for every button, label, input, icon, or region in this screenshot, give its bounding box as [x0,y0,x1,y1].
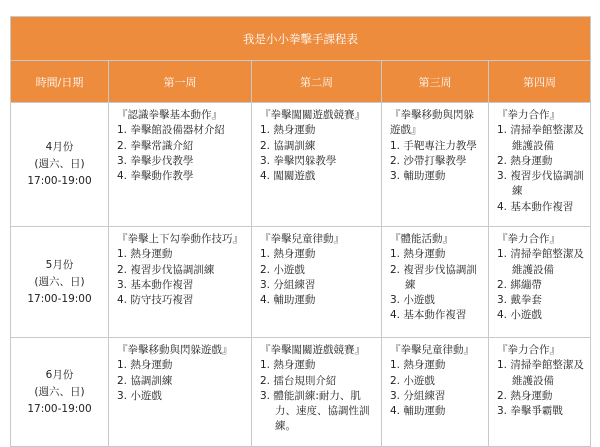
week-cell [252,227,382,338]
column-header-period: 時間/日期 [11,61,109,103]
lesson-item: 2. 綁繃帶 [497,278,542,291]
lesson-title: 『拳力合作』 [497,233,560,245]
schedule-body [11,103,591,447]
lesson-item: 3. 複習步伐協調訓練 [497,170,584,198]
period-line: (週六、日) [34,385,85,398]
lesson-title: 『拳力合作』 [497,344,560,356]
lesson-item: 4. 輔助運動 [390,405,446,418]
period-cell [11,338,109,447]
lesson-item: 1. 清掃拳館整潔及維護設備 [497,248,584,276]
week-cell [252,103,382,227]
lesson-item: 2. 熱身運動 [497,154,553,167]
lesson-item: 1. 手靶專注力教學 [390,139,477,152]
lesson-item: 1. 熱身運動 [260,359,316,372]
lesson-item: 3. 分組練習 [260,278,316,291]
week-cell [489,227,591,338]
lesson-item: 3. 體能訓練:耐力、肌力、速度、協調性訓練。 [260,389,370,433]
week-cell [382,227,489,338]
lesson-item: 3. 小遊戲 [117,389,162,402]
lesson-item: 3. 分組練習 [390,389,446,402]
week-cell [109,338,252,447]
lesson-item: 1. 熱身運動 [390,248,446,261]
period-line: 4月份 [45,141,74,153]
lesson-item: 3. 拳擊步伐教學 [117,154,194,167]
table-row [11,338,591,447]
period-line: 17:00-19:00 [27,175,92,187]
lesson-title: 『認識拳擊基本動作』 [117,109,222,121]
lesson-item: 1. 清掃拳館整潔及維護設備 [497,124,584,152]
lesson-item: 3. 拳擊閃躲教學 [260,154,337,167]
lesson-title: 『體能活動』 [390,233,453,245]
lesson-title: 『拳擊闖關遊戲競賽』 [260,109,365,121]
lesson-item: 4. 小遊戲 [497,309,542,322]
week-cell [489,338,591,447]
period-line: 17:00-19:00 [27,402,92,415]
lesson-item: 2. 拳擊常識介紹 [117,139,194,152]
lesson-item: 2. 小遊戲 [260,263,305,276]
week-cell [109,227,252,338]
column-header-week-1: 第一周 [109,61,252,103]
table-title: 我是小小拳擊手課程表 [11,17,591,61]
week-cell [109,103,252,227]
lesson-item: 3. 拳擊爭霸戰 [497,405,563,418]
week-cell [252,338,382,447]
period-line: (週六、日) [34,158,85,170]
lesson-title: 『拳擊移動與閃躲遊戲』 [390,109,474,137]
lesson-item: 4. 闖關遊戲 [260,170,316,183]
lesson-title: 『拳力合作』 [497,109,560,121]
period-line: 5月份 [45,258,74,271]
lesson-item: 1. 熱身運動 [117,248,173,261]
lesson-item: 2. 協調訓練 [117,374,173,387]
week-cell [382,103,489,227]
lesson-title: 『拳擊兒童律動』 [390,344,474,356]
period-cell [11,103,109,227]
lesson-title: 『拳擊闖關遊戲競賽』 [260,344,365,356]
lesson-item: 4. 輔助運動 [260,294,316,307]
lesson-item: 1. 熱身運動 [117,359,173,372]
period-line: 17:00-19:00 [27,292,92,305]
table-row [11,227,591,338]
lesson-item: 1. 熱身運動 [390,359,446,372]
course-schedule-table [10,16,591,447]
column-header-week-3: 第三周 [382,61,489,103]
column-header-week-2: 第二周 [252,61,382,103]
lesson-item: 1. 清掃拳館整潔及維護設備 [497,359,584,387]
lesson-item: 2. 協調訓練 [260,139,316,152]
week-cell [489,103,591,227]
lesson-item: 4. 防守技巧複習 [117,294,194,307]
table-row [11,103,591,227]
lesson-title: 『拳擊上下勾拳動作技巧』 [117,233,243,245]
column-header-week-4: 第四周 [489,61,591,103]
lesson-item: 2. 小遊戲 [390,374,435,387]
period-line: (週六、日) [34,275,85,288]
lesson-item: 4. 基本動作複習 [390,309,467,322]
lesson-item: 2. 熱身運動 [497,389,553,402]
lesson-item: 1. 熱身運動 [260,124,316,137]
period-cell [11,227,109,338]
lesson-item: 4. 拳擊動作教學 [117,170,194,183]
lesson-item: 2. 複習步伐協調訓練 [390,263,477,291]
lesson-item: 2. 擂台規則介紹 [260,374,337,387]
week-cell [382,338,489,447]
lesson-title: 『拳擊移動與閃躲遊戲』 [117,344,233,356]
schedule-container [10,16,590,447]
lesson-item: 3. 戴拳套 [497,294,542,307]
lesson-title: 『拳擊兒童律動』 [260,233,344,245]
title-row [11,17,591,61]
lesson-item: 3. 輔助運動 [390,170,446,183]
lesson-item: 2. 複習步伐協調訓練 [117,263,215,276]
lesson-item: 1. 熱身運動 [260,248,316,261]
lesson-item: 3. 基本動作複習 [117,278,194,291]
lesson-item: 4. 基本動作複習 [497,200,574,213]
lesson-item: 3. 小遊戲 [390,294,435,307]
lesson-item: 2. 沙帶打擊教學 [390,154,467,167]
lesson-item: 1. 拳擊館設備器材介紹 [117,124,225,137]
header-row [11,61,591,103]
period-line: 6月份 [45,368,74,381]
